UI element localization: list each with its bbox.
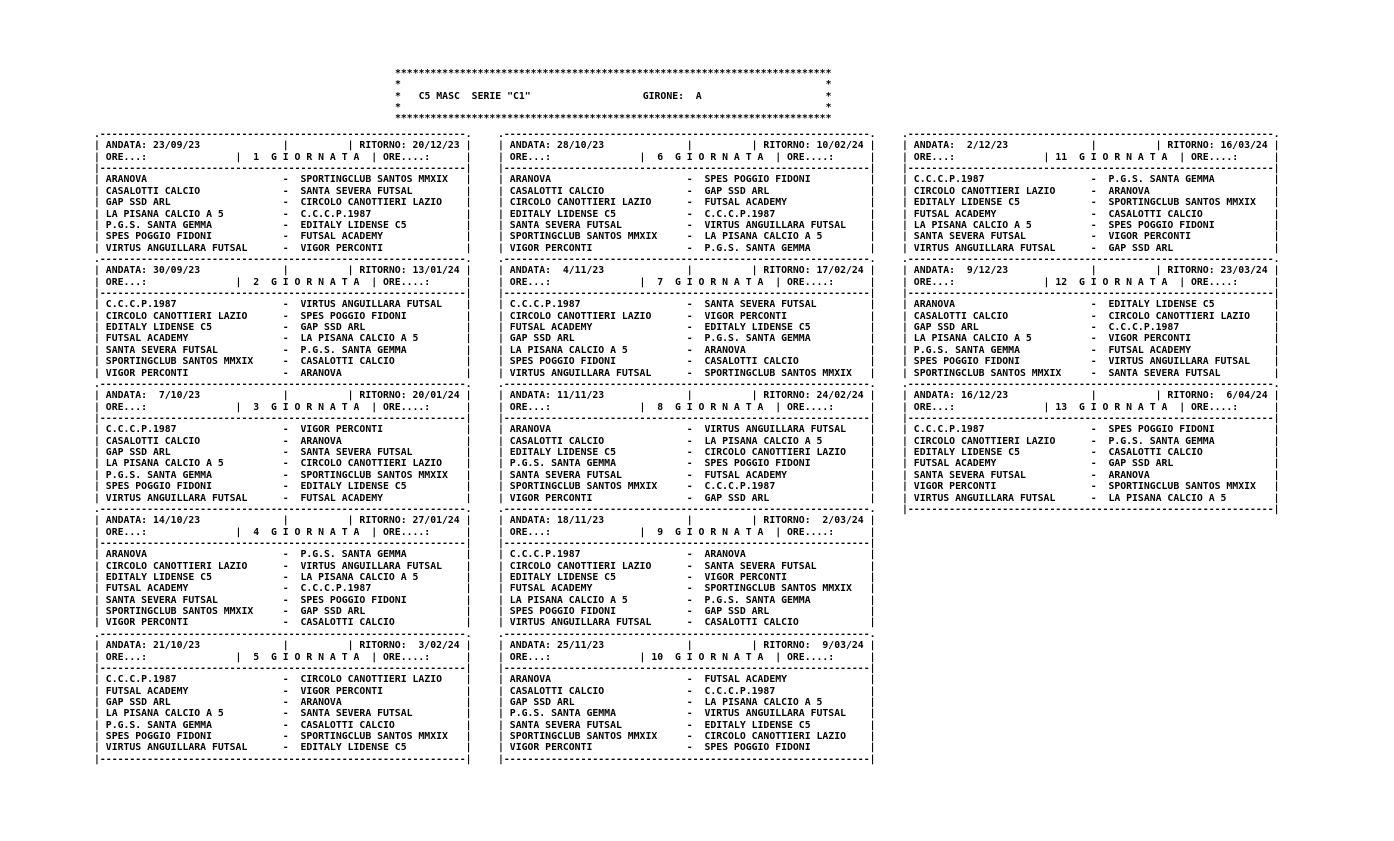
separator-row: |--------------------------------------------------------------| xyxy=(902,412,1280,424)
dates-row: | ANDATA: 28/10/23 | | RITORNO: 10/02/24 | xyxy=(498,140,876,152)
match-row: | ARANOVA - SPORTINGCLUB SANTOS MMXIX | xyxy=(94,174,472,186)
match-row: | CASALOTTI CALCIO - CIRCOLO CANOTTIERI LAZIO | xyxy=(902,310,1280,322)
dates-row: | ANDATA: 30/09/23 | | RITORNO: 13/01/24 | xyxy=(94,265,472,277)
match-row: | C.C.C.P.1987 - VIRTUS ANGUILLARA FUTSAL | xyxy=(94,299,472,311)
giornata-title-row: | ORE...: | 5 G I O R N A T A | ORE....: | xyxy=(94,651,472,663)
match-row: | SPORTINGCLUB SANTOS MMXIX - SANTA SEVERA FUTSAL | xyxy=(902,367,1280,379)
match-row: | P.G.S. SANTA GEMMA - VIRTUS ANGUILLARA FUTSAL | xyxy=(498,708,876,720)
match-row: | SPORTINGCLUB SANTOS MMXIX - CIRCOLO CANOTTIERI LAZIO | xyxy=(498,731,876,743)
match-row: | LA PISANA CALCIO A 5 - SPES POGGIO FIDONI | xyxy=(902,219,1280,231)
match-row: | CIRCOLO CANOTTIERI LAZIO - VIGOR PERCONTI | xyxy=(498,310,876,322)
separator-row: |--------------------------------------------------------------| xyxy=(94,163,472,175)
giornata-block-13 xyxy=(902,379,1280,515)
match-row: | LA PISANA CALCIO A 5 - VIGOR PERCONTI | xyxy=(902,333,1280,345)
giornata-block-10 xyxy=(498,629,876,765)
match-row: | SANTA SEVERA FUTSAL - P.G.S. SANTA GEMMA | xyxy=(94,344,472,356)
giornata-title-row: | ORE...: | 13 G I O R N A T A | ORE....: | xyxy=(902,401,1280,413)
match-row: | FUTSAL ACADEMY - C.C.C.P.1987 | xyxy=(94,583,472,595)
header-box-border-bottom: ************************************************************************** xyxy=(395,113,832,125)
match-row: | SANTA SEVERA FUTSAL - FUTSAL ACADEMY | xyxy=(498,469,876,481)
match-row: | CIRCOLO CANOTTIERI LAZIO - FUTSAL ACADEMY | xyxy=(498,197,876,209)
separator-row: |--------------------------------------------------------------| xyxy=(498,662,876,674)
giornata-block-11 xyxy=(902,129,1280,254)
match-row: | C.C.C.P.1987 - SPES POGGIO FIDONI | xyxy=(902,424,1280,436)
block-top-border: .--------------------------------------------------------------. xyxy=(94,503,472,515)
match-row: | ARANOVA - SPES POGGIO FIDONI | xyxy=(498,174,876,186)
header-box-blank: * * xyxy=(395,79,832,91)
match-row: | LA PISANA CALCIO A 5 - SANTA SEVERA FUTSAL | xyxy=(94,708,472,720)
match-row: | P.G.S. SANTA GEMMA - SPES POGGIO FIDONI | xyxy=(498,458,876,470)
match-row: | GAP SSD ARL - CIRCOLO CANOTTIERI LAZIO | xyxy=(94,197,472,209)
giornata-title-row: | ORE...: | 1 G I O R N A T A | ORE....: | xyxy=(94,151,472,163)
giornata-title-row: | ORE...: | 7 G I O R N A T A | ORE....: | xyxy=(498,276,876,288)
league-header-box xyxy=(395,68,831,125)
match-row: | GAP SSD ARL - C.C.C.P.1987 | xyxy=(902,322,1280,334)
match-row: | CASALOTTI CALCIO - GAP SSD ARL | xyxy=(498,185,876,197)
dates-row: | ANDATA: 25/11/23 | | RITORNO: 9/03/24 | xyxy=(498,640,876,652)
match-row: | VIGOR PERCONTI - P.G.S. SANTA GEMMA | xyxy=(498,242,876,254)
match-row: | GAP SSD ARL - ARANOVA | xyxy=(94,696,472,708)
dates-row: | ANDATA: 21/10/23 | | RITORNO: 3/02/24 | xyxy=(94,640,472,652)
match-row: | GAP SSD ARL - LA PISANA CALCIO A 5 | xyxy=(498,696,876,708)
giornata-block-4 xyxy=(94,504,472,629)
match-row: | P.G.S. SANTA GEMMA - CASALOTTI CALCIO | xyxy=(94,719,472,731)
match-row: | VIGOR PERCONTI - GAP SSD ARL | xyxy=(498,492,876,504)
match-row: | SPORTINGCLUB SANTOS MMXIX - C.C.C.P.1987 | xyxy=(498,481,876,493)
match-row: | CIRCOLO CANOTTIERI LAZIO - P.G.S. SANTA GEMMA | xyxy=(902,435,1280,447)
match-row: | SPES POGGIO FIDONI - EDITALY LIDENSE C5 | xyxy=(94,481,472,493)
match-row: | EDITALY LIDENSE C5 - LA PISANA CALCIO A 5 | xyxy=(94,572,472,584)
match-row: | ARANOVA - VIRTUS ANGUILLARA FUTSAL | xyxy=(498,424,876,436)
match-row: | FUTSAL ACADEMY - GAP SSD ARL | xyxy=(902,458,1280,470)
giornata-block-3 xyxy=(94,379,472,504)
match-row: | CASALOTTI CALCIO - ARANOVA | xyxy=(94,435,472,447)
block-top-border: .--------------------------------------------------------------. xyxy=(498,378,876,390)
match-row: | SANTA SEVERA FUTSAL - VIGOR PERCONTI | xyxy=(902,231,1280,243)
separator-row: |--------------------------------------------------------------| xyxy=(94,288,472,300)
dates-row: | ANDATA: 7/10/23 | | RITORNO: 20/01/24 | xyxy=(94,390,472,402)
match-row: | GAP SSD ARL - SANTA SEVERA FUTSAL | xyxy=(94,447,472,459)
dates-row: | ANDATA: 23/09/23 | | RITORNO: 20/12/23 | xyxy=(94,140,472,152)
match-row: | CIRCOLO CANOTTIERI LAZIO - SPES POGGIO FIDONI | xyxy=(94,310,472,322)
match-row: | P.G.S. SANTA GEMMA - SPORTINGCLUB SANTOS MMXIX | xyxy=(94,469,472,481)
block-bottom-border: |--------------------------------------------------------------| xyxy=(902,503,1280,515)
block-bottom-border: |--------------------------------------------------------------| xyxy=(94,753,472,765)
giornate-column-1 xyxy=(94,129,472,765)
match-row: | CIRCOLO CANOTTIERI LAZIO - ARANOVA | xyxy=(902,185,1280,197)
match-row: | SPORTINGCLUB SANTOS MMXIX - LA PISANA CALCIO A 5 | xyxy=(498,231,876,243)
block-top-border: .--------------------------------------------------------------. xyxy=(498,129,876,140)
match-row: | VIRTUS ANGUILLARA FUTSAL - LA PISANA CALCIO A 5 | xyxy=(902,492,1280,504)
giornata-title-row: | ORE...: | 12 G I O R N A T A | ORE....: | xyxy=(902,276,1280,288)
match-row: | CASALOTTI CALCIO - LA PISANA CALCIO A 5 | xyxy=(498,435,876,447)
match-row: | C.C.C.P.1987 - ARANOVA | xyxy=(498,549,876,561)
match-row: | VIRTUS ANGUILLARA FUTSAL - EDITALY LIDENSE C5 | xyxy=(94,742,472,754)
match-row: | ARANOVA - FUTSAL ACADEMY | xyxy=(498,674,876,686)
giornata-title-row: | ORE...: | 4 G I O R N A T A | ORE....: | xyxy=(94,526,472,538)
block-bottom-border: |--------------------------------------------------------------| xyxy=(498,753,876,765)
match-row: | SPES POGGIO FIDONI - CASALOTTI CALCIO | xyxy=(498,356,876,368)
header-box-blank: * * xyxy=(395,102,832,114)
separator-row: |--------------------------------------------------------------| xyxy=(902,288,1280,300)
block-top-border: .--------------------------------------------------------------. xyxy=(94,628,472,640)
match-row: | VIRTUS ANGUILLARA FUTSAL - CASALOTTI CALCIO | xyxy=(498,617,876,629)
match-row: | CASALOTTI CALCIO - SANTA SEVERA FUTSAL | xyxy=(94,185,472,197)
match-row: | SPORTINGCLUB SANTOS MMXIX - GAP SSD ARL | xyxy=(94,606,472,618)
match-row: | VIRTUS ANGUILLARA FUTSAL - GAP SSD ARL | xyxy=(902,242,1280,254)
match-row: | SANTA SEVERA FUTSAL - EDITALY LIDENSE C5 | xyxy=(498,719,876,731)
header-box-border-top: ************************************************************************** xyxy=(395,68,832,79)
match-row: | LA PISANA CALCIO A 5 - ARANOVA | xyxy=(498,344,876,356)
dates-row: | ANDATA: 4/11/23 | | RITORNO: 17/02/24 | xyxy=(498,265,876,277)
block-top-border: .--------------------------------------------------------------. xyxy=(498,253,876,265)
block-top-border: .--------------------------------------------------------------. xyxy=(498,628,876,640)
match-row: | VIGOR PERCONTI - SPORTINGCLUB SANTOS MMXIX | xyxy=(902,481,1280,493)
match-row: | EDITALY LIDENSE C5 - GAP SSD ARL | xyxy=(94,322,472,334)
match-row: | EDITALY LIDENSE C5 - CIRCOLO CANOTTIERI LAZIO | xyxy=(498,447,876,459)
separator-row: |--------------------------------------------------------------| xyxy=(498,163,876,175)
match-row: | FUTSAL ACADEMY - EDITALY LIDENSE C5 | xyxy=(498,322,876,334)
match-row: | VIGOR PERCONTI - ARANOVA | xyxy=(94,367,472,379)
match-row: | VIRTUS ANGUILLARA FUTSAL - FUTSAL ACADEMY | xyxy=(94,492,472,504)
giornata-title-row: | ORE...: | 10 G I O R N A T A | ORE....: | xyxy=(498,651,876,663)
match-row: | VIRTUS ANGUILLARA FUTSAL - SPORTINGCLUB SANTOS MMXIX | xyxy=(498,367,876,379)
giornata-block-12 xyxy=(902,254,1280,379)
block-top-border: .--------------------------------------------------------------. xyxy=(94,129,472,140)
giornata-block-5 xyxy=(94,629,472,765)
match-row: | SPORTINGCLUB SANTOS MMXIX - CASALOTTI CALCIO | xyxy=(94,356,472,368)
match-row: | C.C.C.P.1987 - SANTA SEVERA FUTSAL | xyxy=(498,299,876,311)
giornata-title-row: | ORE...: | 11 G I O R N A T A | ORE....: | xyxy=(902,151,1280,163)
match-row: | SPES POGGIO FIDONI - GAP SSD ARL | xyxy=(498,606,876,618)
match-row: | EDITALY LIDENSE C5 - C.C.C.P.1987 | xyxy=(498,208,876,220)
match-row: | ARANOVA - EDITALY LIDENSE C5 | xyxy=(902,299,1280,311)
giornata-block-9 xyxy=(498,504,876,629)
match-row: | C.C.C.P.1987 - P.G.S. SANTA GEMMA | xyxy=(902,174,1280,186)
match-row: | GAP SSD ARL - P.G.S. SANTA GEMMA | xyxy=(498,333,876,345)
match-row: | LA PISANA CALCIO A 5 - C.C.C.P.1987 | xyxy=(94,208,472,220)
dates-row: | ANDATA: 9/12/23 | | RITORNO: 23/03/24 | xyxy=(902,265,1280,277)
match-row: | SANTA SEVERA FUTSAL - SPES POGGIO FIDONI | xyxy=(94,594,472,606)
match-row: | EDITALY LIDENSE C5 - VIGOR PERCONTI | xyxy=(498,572,876,584)
giornate-column-3 xyxy=(902,129,1280,515)
match-row: | P.G.S. SANTA GEMMA - FUTSAL ACADEMY | xyxy=(902,344,1280,356)
match-row: | CIRCOLO CANOTTIERI LAZIO - SANTA SEVERA FUTSAL | xyxy=(498,560,876,572)
block-top-border: .--------------------------------------------------------------. xyxy=(902,378,1280,390)
block-top-border: .--------------------------------------------------------------. xyxy=(902,253,1280,265)
match-row: | FUTSAL ACADEMY - CASALOTTI CALCIO | xyxy=(902,208,1280,220)
dates-row: | ANDATA: 11/11/23 | | RITORNO: 24/02/24 | xyxy=(498,390,876,402)
match-row: | CASALOTTI CALCIO - C.C.C.P.1987 | xyxy=(498,685,876,697)
giornata-block-7 xyxy=(498,254,876,379)
giornata-block-6 xyxy=(498,129,876,254)
match-row: | SPES POGGIO FIDONI - VIRTUS ANGUILLARA FUTSAL | xyxy=(902,356,1280,368)
separator-row: |--------------------------------------------------------------| xyxy=(902,163,1280,175)
separator-row: |--------------------------------------------------------------| xyxy=(498,537,876,549)
match-row: | SPES POGGIO FIDONI - SPORTINGCLUB SANTOS MMXIX | xyxy=(94,731,472,743)
block-top-border: .--------------------------------------------------------------. xyxy=(498,503,876,515)
separator-row: |--------------------------------------------------------------| xyxy=(94,412,472,424)
match-row: | C.C.C.P.1987 - CIRCOLO CANOTTIERI LAZIO | xyxy=(94,674,472,686)
match-row: | ARANOVA - P.G.S. SANTA GEMMA | xyxy=(94,549,472,561)
giornata-block-1 xyxy=(94,129,472,254)
dates-row: | ANDATA: 2/12/23 | | RITORNO: 16/03/24 | xyxy=(902,140,1280,152)
giornata-title-row: | ORE...: | 3 G I O R N A T A | ORE....: | xyxy=(94,401,472,413)
giornata-title-row: | ORE...: | 2 G I O R N A T A | ORE....: | xyxy=(94,276,472,288)
giornata-block-8 xyxy=(498,379,876,504)
block-top-border: .--------------------------------------------------------------. xyxy=(902,129,1280,140)
giornate-column-2 xyxy=(498,129,876,765)
match-row: | VIRTUS ANGUILLARA FUTSAL - VIGOR PERCONTI | xyxy=(94,242,472,254)
separator-row: |--------------------------------------------------------------| xyxy=(94,662,472,674)
separator-row: |--------------------------------------------------------------| xyxy=(94,537,472,549)
match-row: | SPES POGGIO FIDONI - FUTSAL ACADEMY | xyxy=(94,231,472,243)
dates-row: | ANDATA: 18/11/23 | | RITORNO: 2/03/24 | xyxy=(498,515,876,527)
giornata-block-2 xyxy=(94,254,472,379)
match-row: | SANTA SEVERA FUTSAL - ARANOVA | xyxy=(902,469,1280,481)
match-row: | CIRCOLO CANOTTIERI LAZIO - VIRTUS ANGUILLARA FUTSAL | xyxy=(94,560,472,572)
league-title-row: * C5 MASC SERIE "C1" GIRONE: A * xyxy=(395,90,832,102)
giornata-title-row: | ORE...: | 9 G I O R N A T A | ORE....: | xyxy=(498,526,876,538)
match-row: | LA PISANA CALCIO A 5 - P.G.S. SANTA GEMMA | xyxy=(498,594,876,606)
match-row: | P.G.S. SANTA GEMMA - EDITALY LIDENSE C5 | xyxy=(94,219,472,231)
dates-row: | ANDATA: 14/10/23 | | RITORNO: 27/01/24 | xyxy=(94,515,472,527)
match-row: | EDITALY LIDENSE C5 - CASALOTTI CALCIO | xyxy=(902,447,1280,459)
block-top-border: .--------------------------------------------------------------. xyxy=(94,378,472,390)
match-row: | FUTSAL ACADEMY - VIGOR PERCONTI | xyxy=(94,685,472,697)
match-row: | VIGOR PERCONTI - SPES POGGIO FIDONI | xyxy=(498,742,876,754)
match-row: | C.C.C.P.1987 - VIGOR PERCONTI | xyxy=(94,424,472,436)
match-row: | FUTSAL ACADEMY - SPORTINGCLUB SANTOS MMXIX | xyxy=(498,583,876,595)
match-row: | EDITALY LIDENSE C5 - SPORTINGCLUB SANTOS MMXIX | xyxy=(902,197,1280,209)
giornata-title-row: | ORE...: | 6 G I O R N A T A | ORE....: | xyxy=(498,151,876,163)
match-row: | VIGOR PERCONTI - CASALOTTI CALCIO | xyxy=(94,617,472,629)
block-top-border: .--------------------------------------------------------------. xyxy=(94,253,472,265)
separator-row: |--------------------------------------------------------------| xyxy=(498,288,876,300)
giornata-title-row: | ORE...: | 8 G I O R N A T A | ORE....: | xyxy=(498,401,876,413)
dates-row: | ANDATA: 16/12/23 | | RITORNO: 6/04/24 | xyxy=(902,390,1280,402)
match-row: | LA PISANA CALCIO A 5 - CIRCOLO CANOTTIERI LAZIO | xyxy=(94,458,472,470)
match-row: | SANTA SEVERA FUTSAL - VIRTUS ANGUILLARA FUTSAL | xyxy=(498,219,876,231)
separator-row: |--------------------------------------------------------------| xyxy=(498,412,876,424)
match-row: | FUTSAL ACADEMY - LA PISANA CALCIO A 5 | xyxy=(94,333,472,345)
